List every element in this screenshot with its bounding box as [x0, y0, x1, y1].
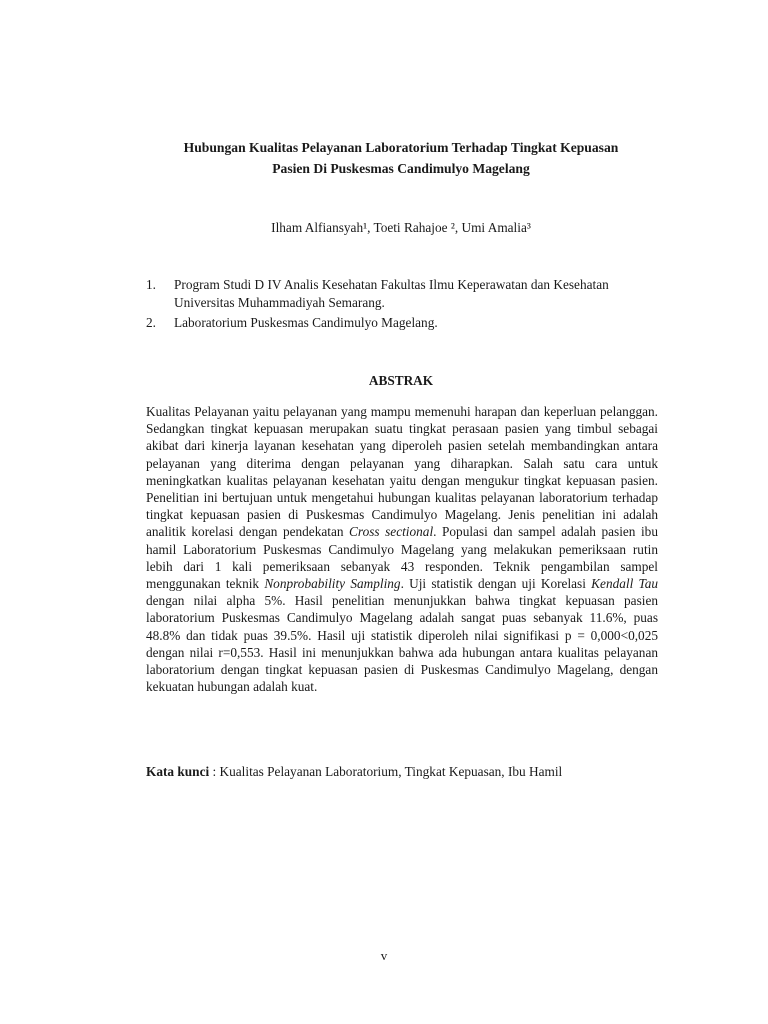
affiliation-text: Laboratorium Puskesmas Candimulyo Magelang.	[174, 315, 438, 330]
abstract-heading: ABSTRAK	[368, 373, 434, 388]
abstract-text: . Uji statistik dengan uji Korelasi	[400, 576, 592, 592]
affiliation-number: 1.	[146, 277, 156, 292]
title-line-1: Hubungan Kualitas Pelayanan Laboratorium Terhadap Tingkat Kepuasan	[183, 140, 619, 155]
abstract-text: . Populasi dan sampel adalah pasien ibu hamil Laboratorium Puskesmas Candimulyo Magelang yang melakukan pemeriksaan rutin lebih dari 1 kali pemeriksaan sebanyak 43 responden. Teknik pengambilan sampel menggunakan teknik	[146, 524, 658, 592]
title-line-2: Pasien Di Puskesmas Candimulyo Magelang	[272, 161, 530, 176]
abstract-italic-term: Nonprobability Sampling	[264, 576, 401, 592]
keywords-label: Kata kunci	[146, 764, 210, 779]
affiliation-item	[146, 314, 646, 332]
abstract-text: Kualitas Pelayanan yaitu pelayanan yang mampu memenuhi harapan dan keperluan pelanggan. Sedangkan tingkat kepuasan merupakan suatu tingkat perasaan pasien yang timbul sebagai akibat dari kinerja layanan kesehatan yang diperoleh pasien setelah membandingkan antara pelayanan yang diterima dengan pelayanan yang diharapkan. Salah satu cara untuk meningkatkan kualitas pelayanan kesehatan yaitu dengan mengukur tingkat kepuasan pasien. Penelitian ini bertujuan untuk mengetahui hubungan kualitas pelayanan laboratorium terhadap tingkat kepuasan pasien di Puskesmas Candimulyo Magelang. Jenis penelitian ini adalah analitik korelasi dengan pendekatan	[146, 404, 658, 540]
keywords-text: : Kualitas Pelayanan Laboratorium, Tingkat Kepuasan, Ibu Hamil	[209, 764, 563, 779]
abstract-italic-term: Cross sectional	[349, 524, 434, 540]
affiliation-text: Program Studi D IV Analis Kesehatan Fakultas Ilmu Keperawatan dan Kesehatan Universitas Muhammadiyah Semarang.	[174, 277, 609, 310]
keywords	[146, 763, 666, 781]
author-list: Ilham Alfiansyah¹, Toeti Rahajoe ², Umi Amalia³	[271, 220, 531, 235]
document-title	[100, 137, 702, 179]
abstract-text: dengan nilai alpha 5%. Hasil penelitian menunjukkan bahwa tingkat kepuasan pasien laboratorium Puskesmas Candimulyo Magelang adalah sangat puas sebanyak 11.6%, puas 48.8% dan tidak puas 39.5%. Hasil uji statistik diperoleh nilai signifikasi p = 0,000<0,025 dengan nilai r=0,553. Hasil ini menunjukkan bahwa ada hubungan antara kualitas pelayanan laboratorium dengan tingkat kepuasan pasien di Puskesmas Candimulyo Magelang, dengan kekuatan hubungan adalah kuat.	[146, 593, 658, 695]
affiliation-number: 2.	[146, 315, 156, 330]
abstract-body	[146, 403, 658, 695]
affiliation-list	[146, 276, 646, 334]
affiliation-item	[146, 276, 646, 312]
page-number: v	[380, 948, 388, 963]
abstract-italic-term: Kendall Tau	[591, 576, 658, 592]
